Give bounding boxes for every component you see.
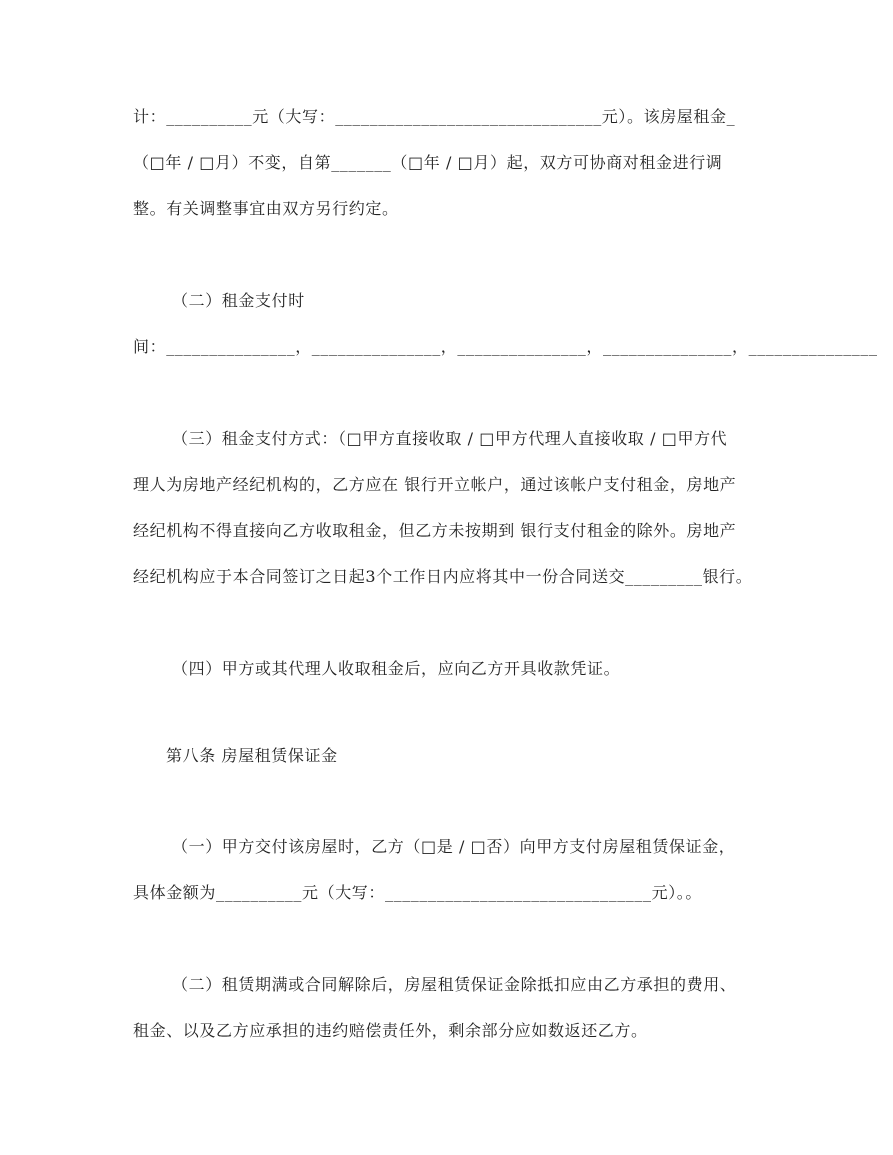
text-line-deposit-amount: 具体金额为__________元（大写：_______________________________元）。。 [133,883,702,902]
text-line-payment-time-heading: （二）租金支付时 [172,291,305,310]
text-line-payment-method: （三）租金支付方式：（□甲方直接收取 / □甲方代理人直接收取 / □甲方代 [172,429,728,448]
text-line-rent-total: 计：__________元（大写：_______________________________元）。该房屋租金_ [133,107,736,126]
text-line-payment-method-4: 经纪机构应于本合同签订之日起3个工作日内应将其中一份合同送交_________银行。 [133,567,753,586]
text-line-deposit-return: （二）租赁期满或合同解除后，房屋租赁保证金除抵扣应由乙方承担的费用、 [172,975,737,994]
text-line-payment-time-blanks: 间：_______________，_______________，_______________，_______________，_______________ [133,337,878,356]
text-line-payment-method-3: 经纪机构不得直接向乙方收取租金，但乙方未按期到 银行支付租金的除外。房地产 [133,521,737,540]
text-line-deposit-1: （一）甲方交付该房屋时，乙方（□是 / □否）向甲方支付房屋租赁保证金， [172,837,736,856]
article-eight-heading: 第八条 房屋租赁保证金 [166,746,338,765]
text-line-rent-agreement: 整。有关调整事宜由双方另行约定。 [133,199,399,218]
text-line-deposit-return-2: 租金、以及乙方应承担的违约赔偿责任外，剩余部分应如数返还乙方。 [133,1021,648,1040]
text-line-rent-adjust: （□年 / □月）不变，自第_______（□年 / □月）起，双方可协商对租金进行调 [133,153,723,172]
text-line-payment-method-2: 理人为房地产经纪机构的，乙方应在 银行开立帐户，通过该帐户支付租金，房地产 [133,475,737,494]
text-line-receipt: （四）甲方或其代理人收取租金后，应向乙方开具收款凭证。 [172,659,621,678]
